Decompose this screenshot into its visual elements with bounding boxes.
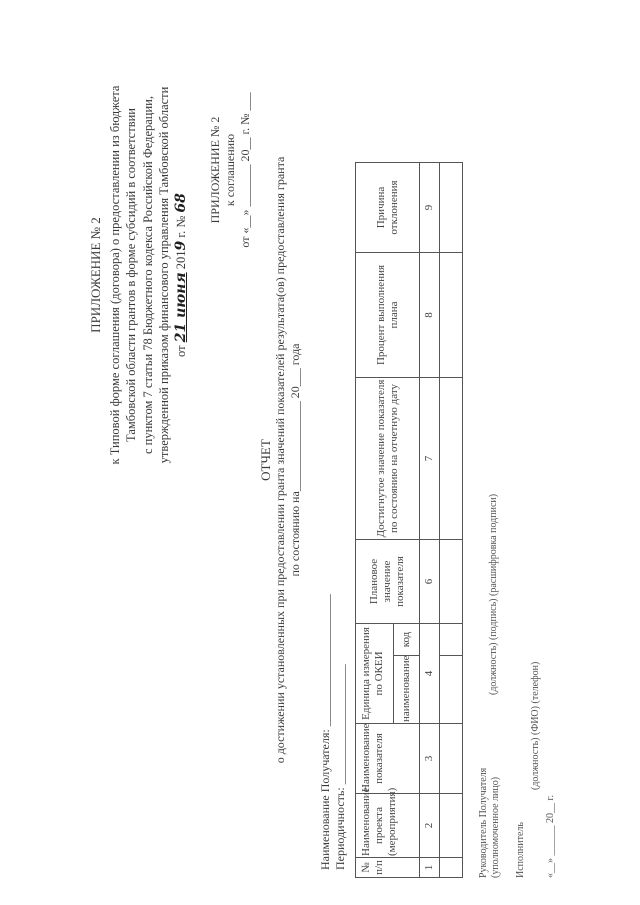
appendix-header-title: ПРИЛОЖЕНИЕ № 2 xyxy=(88,217,103,333)
recipient-field: Наименование Получателя: ______________________ xyxy=(318,594,332,870)
executor-label: Исполнитель xyxy=(515,822,526,878)
handwritten-year: 9 xyxy=(172,240,189,251)
report-title: ОТЧЕТ xyxy=(258,439,273,481)
header-planned: Плановое значение показателя xyxy=(356,540,420,624)
column-number: 4 xyxy=(420,624,440,724)
header-unit: Единица измерения по ОКЕИ xyxy=(356,624,394,724)
appendix-header-line: Тамбовской области грантов в форме субсидий в соответствии xyxy=(124,108,139,442)
report-heading xyxy=(258,75,303,845)
periodicity-field: Периодичность: ____________________ xyxy=(333,664,347,870)
handwritten-date: 21 июня xyxy=(172,272,189,343)
order-suffix: г. № xyxy=(173,215,188,238)
table-edge-cell xyxy=(356,73,463,163)
header-project: Наименование проекта (мероприятия) xyxy=(356,794,420,858)
appendix-header-line: утвержденной приказом финансового управления Тамбовской области xyxy=(157,86,172,464)
table-cell-blank xyxy=(440,253,463,378)
table-cell-blank xyxy=(440,794,463,858)
head-label-2: (уполномоченное лицо) xyxy=(490,776,501,878)
executor-captions: (должность) (ФИО) (телефон) xyxy=(530,661,541,790)
appendix-agreement xyxy=(208,80,253,260)
column-number: 2 xyxy=(420,794,440,858)
table-cell-blank xyxy=(440,858,463,878)
column-number: 8 xyxy=(420,253,440,378)
appendix-agreement-line: к соглашению xyxy=(223,133,237,207)
column-number: 7 xyxy=(420,378,440,540)
head-label-1: Руководитель Получателя xyxy=(478,767,489,878)
order-year-prefix: 201 xyxy=(173,250,188,270)
appendix-header xyxy=(88,80,190,470)
header-achieved: Достигнутое значение показателя по состоянию на отчетную дату xyxy=(356,378,420,540)
header-unit-name: наименование xyxy=(394,656,420,724)
report-table xyxy=(355,73,463,879)
table-cell-blank xyxy=(440,163,463,253)
appendix-agreement-date: от «__» _______ 20__ г. № ___ xyxy=(238,92,252,248)
header-num: № п/п xyxy=(356,858,420,878)
header-reason: Причина отклонения xyxy=(356,163,420,253)
column-number: 3 xyxy=(420,724,440,794)
appendix-header-line: с пунктом 7 статьи 78 Бюджетного кодекса Российской Федерации, xyxy=(140,95,155,455)
table-cell-blank xyxy=(440,540,463,624)
appendix-agreement-title: ПРИЛОЖЕНИЕ № 2 xyxy=(208,116,222,224)
appendix-header-line: к Типовой форме соглашения (договора) о предоставлении из бюджета xyxy=(107,85,122,465)
header-percent: Процент выполнения плана xyxy=(356,253,420,378)
table-cell-blank xyxy=(440,656,463,724)
signature-date-line: «__» ______ 20__ г. xyxy=(545,795,556,878)
report-subtitle: о достижении установленных при предоставлении гранта значений показателей результата(ов) предоставления гранта xyxy=(273,156,287,764)
header-unit-code: код xyxy=(394,624,420,656)
column-number: 6 xyxy=(420,540,440,624)
table-cell-blank xyxy=(440,724,463,794)
head-signature-captions: (должность) (подпись) (расшифровка подписи) xyxy=(488,493,499,695)
table-cell-blank xyxy=(440,378,463,540)
order-prefix: от xyxy=(173,345,188,357)
handwritten-number: 68 xyxy=(172,193,189,213)
report-date-line: по состоянию на_______________ 20___ года xyxy=(288,343,302,577)
table-cell-blank xyxy=(440,624,463,656)
column-number: 9 xyxy=(420,163,440,253)
column-number: 1 xyxy=(420,858,440,878)
header-indicator: Наименование показателя xyxy=(356,724,420,794)
order-date-line xyxy=(173,80,190,470)
